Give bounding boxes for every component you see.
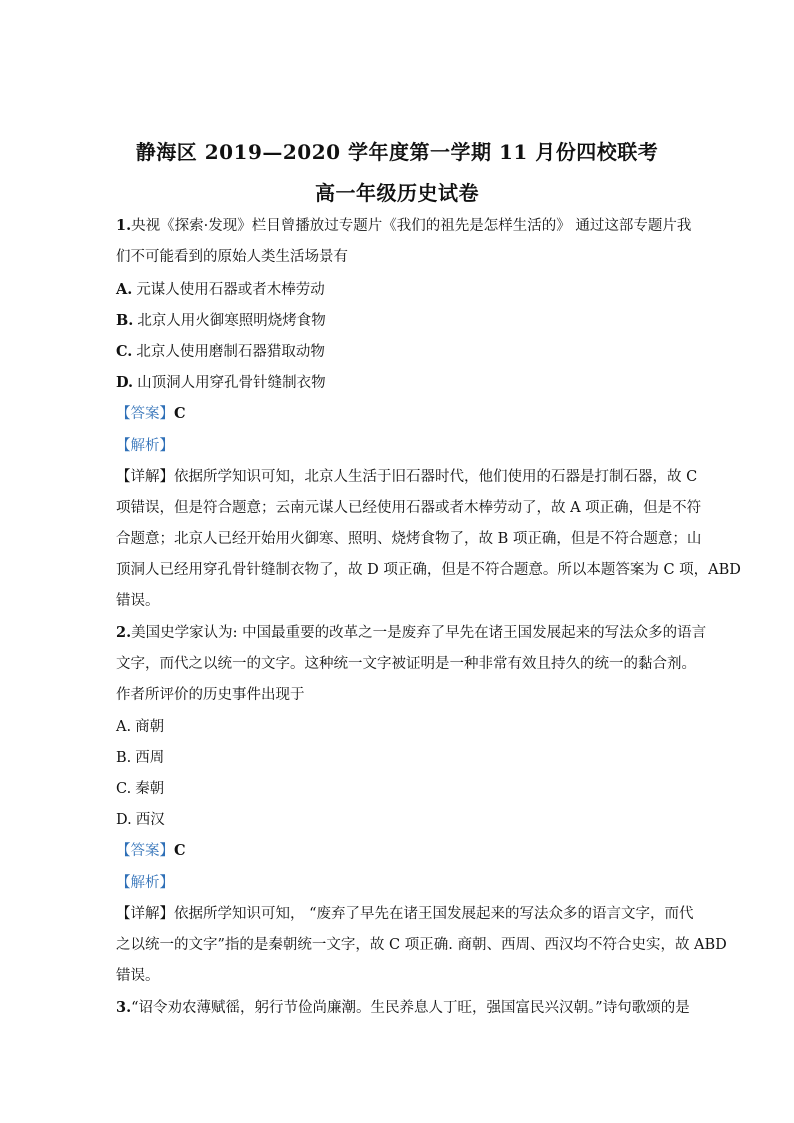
q2-number: 2. [116,624,132,641]
q1-option-b-letter: B. [116,312,134,329]
q2-option-d [116,810,165,830]
q2-option-c [116,779,164,799]
q1-option-b-text: 北京人用火御寒照明烧烤食物 [137,313,326,329]
q3-stem-line-1 [116,998,690,1018]
q1-answer [116,404,186,424]
q1-option-d [116,373,326,393]
q2-option-c-text: 秦朝 [135,781,165,797]
q2-analysis-tag [116,873,174,893]
q2-option-d-letter: D. [116,812,132,828]
q2-stem-line-2: 文字，而代之以统一的文字。这种统一文字被证明是一种非常有效且持久的统一的黏合剂。 [116,656,696,672]
q2-analysis-label: 【解析】 [116,875,174,891]
q2-answer-tag: 【答案】 [116,843,174,859]
q1-option-a [116,280,325,300]
q2-answer [116,841,186,861]
exam-title: 静海区 2019—2020 学年度第一学期 11 月份四校联考 [135,140,659,164]
q1-detail-line-5: 错误。 [116,593,160,609]
q1-option-c-text: 北京人使用磨制石器猎取动物 [136,344,325,360]
q1-answer-tag: 【答案】 [116,406,174,422]
q1-answer-value: C [174,405,186,422]
q2-option-b-text: 西周 [135,750,165,766]
q1-detail-line-3: 合题意；北京人已经开始用火御寒、照明、烧烤食物了，故 B 项正确，但是不符合题意；山 [116,531,702,547]
q2-option-c-letter: C. [116,781,132,797]
q1-option-c-letter: C. [116,343,133,360]
q2-stem-line-1 [116,623,706,643]
q1-option-a-text: 元谋人使用石器或者木棒劳动 [136,282,325,298]
q2-detail-tag: 【详解】 [116,906,174,922]
q1-option-a-letter: A. [116,281,133,298]
q1-option-b [116,311,326,331]
q2-stem-line-3: 作者所评价的历史事件出现于 [116,687,305,703]
q2-answer-value: C [174,842,186,859]
q1-detail-tag: 【详解】 [116,469,174,485]
q2-detail-line-1 [116,904,694,924]
q1-detail-line-1 [116,467,697,487]
q3-stem-text-1: “诏令劝农薄赋徭，躬行节俭尚廉潮。生民养息人丁旺，强国富民兴汉朝。”诗句歌颂的是 [131,1000,690,1016]
q1-analysis-tag [116,436,174,456]
q2-option-a-text: 商朝 [135,719,165,735]
q1-detail-text-1: 依据所学知识可知，北京人生活于旧石器时代，他们使用的石器是打制石器，故 C [174,469,698,485]
q2-option-a [116,717,164,737]
q1-option-d-letter: D. [116,374,134,391]
q2-option-b [116,748,164,768]
q1-detail-line-4: 顶洞人已经用穿孔骨针缝制衣物了，故 D 项正确，但是不符合题意。所以本题答案为 C 项，ABD [116,562,741,578]
q2-stem-text-1: 美国史学家认为: 中国最重要的改革之一是废弃了早先在诸王国发展起来的写法众多的语言 [131,625,707,641]
q1-detail-line-2: 项错误，但是符合题意；云南元谋人已经使用石器或者木棒劳动了，故 A 项正确，但是不符 [116,500,702,516]
q2-option-a-letter: A. [116,719,132,735]
q2-detail-text-1: 依据所学知识可知， “废弃了早先在诸王国发展起来的写法众多的语言文字，而代 [174,906,694,922]
q2-detail-line-2: 之以统一的文字”指的是秦朝统一文字，故 C 项正确. 商朝、西周、西汉均不符合史实，故 ABD [116,937,727,953]
q1-analysis-label: 【解析】 [116,438,174,454]
exam-subtitle: 高一年级历史试卷 [315,181,479,205]
q2-detail-line-3: 错误。 [116,968,160,984]
q1-option-c [116,342,325,362]
q2-option-d-text: 西汉 [135,812,165,828]
q1-stem-text-1: 央视《探索·发现》栏目曾播放过专题片《我们的祖先是怎样生活的》 通过这部专题片我 [131,218,692,234]
q1-number: 1. [116,217,132,234]
q2-option-b-letter: B. [116,750,132,766]
q1-stem-line-1 [116,216,691,236]
q1-stem-line-2: 们不可能看到的原始人类生活场景有 [116,249,348,265]
q1-option-d-text: 山顶洞人用穿孔骨针缝制衣物 [137,375,326,391]
q3-number: 3. [116,999,132,1016]
